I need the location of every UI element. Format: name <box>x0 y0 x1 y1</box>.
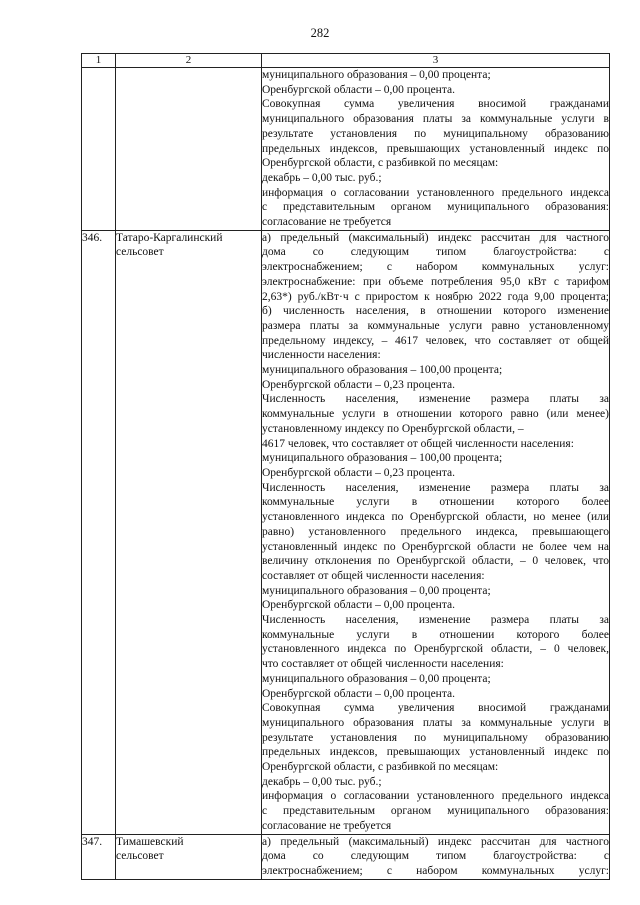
description-line: размера платы за коммунальные услуги равно установленному <box>262 319 609 332</box>
description-line: предельному индексу, – 4617 человек, что составляет от общей <box>262 334 609 347</box>
description-line: предельных индексов, превышающих установленный индекс по <box>262 142 609 155</box>
municipality-name <box>116 834 262 879</box>
description-line: согласование не требуется <box>262 819 392 832</box>
description-line: численности населения: <box>262 349 381 362</box>
description-line: муниципального образования платы за коммунальные услуги в <box>262 113 609 126</box>
description-line: величину отклонения по Оренбургской области, – 0 человек, что <box>262 555 609 568</box>
description-line: Оренбургской области – 0,00 процента. <box>262 687 455 700</box>
description-line: Совокупная сумма увеличения вносимой гражданами <box>262 98 609 111</box>
index-description <box>262 68 610 231</box>
description-line: с представительным органом муниципального образования: <box>262 201 609 214</box>
description-line: Численность населения, изменение размера платы за <box>262 614 609 627</box>
description-line: б) численность населения, в отношении которого изменение <box>262 305 609 318</box>
description-line: Оренбургской области – 0,23 процента. <box>262 466 455 479</box>
header-col-1: 1 <box>82 54 116 68</box>
description-line: равно) установленного предельного индекса, превышающего <box>262 525 609 538</box>
description-line: согласование не требуется <box>262 216 392 229</box>
tariff-index-table <box>81 53 610 880</box>
description-line: муниципального образования – 100,00 процента; <box>262 364 503 377</box>
description-line: электроснабжением; с набором коммунальных услуг: <box>262 864 609 877</box>
municipality-name-line: сельсовет <box>116 850 164 863</box>
description-line: декабрь – 0,00 тыс. руб.; <box>262 171 382 184</box>
description-line: предельных индексов, превышающих установленный индекс по <box>262 746 609 759</box>
description-line: Совокупная сумма увеличения вносимой гражданами <box>262 702 609 715</box>
description-line: а) предельный (максимальный) индекс рассчитан для частного <box>262 231 609 244</box>
description-line: муниципального образования – 0,00 процента; <box>262 584 491 597</box>
description-line: муниципального образования – 0,00 процента; <box>262 69 491 81</box>
table-row <box>82 834 610 879</box>
description-line: с представительным органом муниципального образования: <box>262 805 609 818</box>
table-header-row <box>82 54 610 68</box>
page-number: 282 <box>310 26 330 40</box>
description-line: Оренбургской области, с разбивкой по месяцам: <box>262 761 499 774</box>
description-line: Оренбургской области, с разбивкой по месяцам: <box>262 157 499 170</box>
description-line: Оренбургской области – 0,00 процента. <box>262 83 455 96</box>
description-line: результате установления по муниципальному образованию <box>262 731 609 744</box>
index-description <box>262 230 610 834</box>
description-line: муниципального образования платы за коммунальные услуги в <box>262 716 609 729</box>
row-number: 347. <box>82 834 116 879</box>
description-line: Численность населения, изменение размера платы за <box>262 481 609 494</box>
municipality-name-line: Татаро-Каргалинский <box>116 231 223 244</box>
description-line: коммунальные услуги в отношении которого более <box>262 496 609 509</box>
index-description <box>262 834 610 879</box>
description-line: 2,63*) руб./кВт·ч с приростом к ноябрю 2022 года 9,00 процента; <box>262 290 609 303</box>
description-line: составляет от общей численности населения: <box>262 569 485 582</box>
description-line: что составляет от общей численности населения: <box>262 658 504 671</box>
description-line: Численность населения, изменение размера платы за <box>262 393 609 406</box>
description-line: установленного индекса по Оренбургской области, но менее (или <box>262 511 609 524</box>
table-row <box>82 68 610 231</box>
municipality-name-line: Тимашевский <box>116 835 184 848</box>
description-line: электроснабжение: при объеме потребления 95,0 кВт с тарифом <box>262 275 609 288</box>
description-line: электроснабжением; с набором коммунальных услуг: <box>262 261 609 274</box>
description-line: коммунальные услуги в отношении которого равно (или менее) <box>262 408 609 421</box>
description-line: результате установления по муниципальному образованию <box>262 127 609 140</box>
description-line: Оренбургской области – 0,23 процента. <box>262 378 455 391</box>
description-line: дома со следующим типом благоустройства: с <box>262 850 609 863</box>
row-number <box>82 68 116 231</box>
header-col-3: 3 <box>262 54 610 68</box>
header-col-2: 2 <box>116 54 262 68</box>
municipality-name-line: сельсовет <box>116 246 164 259</box>
municipality-name <box>116 68 262 231</box>
description-line: 4617 человек, что составляет от общей численности населения: <box>262 437 574 450</box>
description-line: информация о согласовании установленного предельного индекса <box>262 790 609 803</box>
table-row <box>82 230 610 834</box>
description-line: установленного индекса по Оренбургской области, – 0 человек, <box>262 643 609 656</box>
description-line: установленному индексу по Оренбургской области, – <box>262 422 524 435</box>
description-line: установленный индекс по Оренбургской области не более чем на <box>262 540 609 553</box>
description-line: дома со следующим типом благоустройства: с <box>262 246 609 259</box>
description-line: муниципального образования – 100,00 процента; <box>262 452 503 465</box>
description-line: Оренбургской области – 0,00 процента. <box>262 599 455 612</box>
description-line: коммунальные услуги в отношении которого более <box>262 628 609 641</box>
row-number: 346. <box>82 230 116 834</box>
description-line: информация о согласовании установленного предельного индекса <box>262 186 609 199</box>
municipality-name <box>116 230 262 834</box>
description-line: а) предельный (максимальный) индекс рассчитан для частного <box>262 835 609 848</box>
description-line: декабрь – 0,00 тыс. руб.; <box>262 775 382 788</box>
description-line: муниципального образования – 0,00 процента; <box>262 672 491 685</box>
